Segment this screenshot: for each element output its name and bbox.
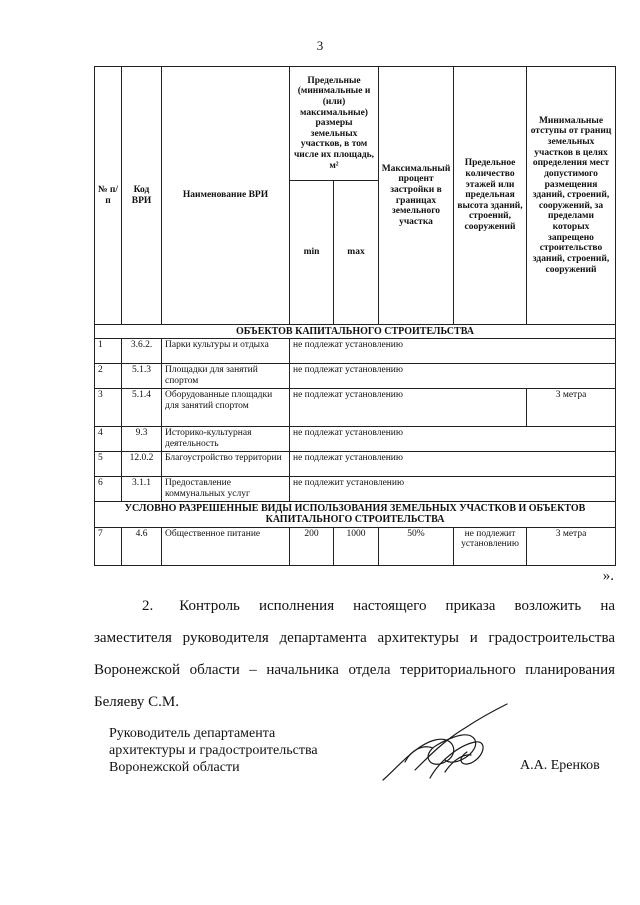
header-name: Наименование ВРИ xyxy=(162,67,290,325)
signatory-position xyxy=(109,725,318,776)
row-floors: не подлежит установлению xyxy=(454,527,527,565)
header-sizes: Предельные (минимальные и (или) максимальные) размеры земельных участков, в том числе их площадь, м² xyxy=(290,67,379,181)
word: настоящего xyxy=(353,598,427,614)
table-row xyxy=(95,339,616,364)
word: исполнения xyxy=(258,598,335,614)
row-num: 4 xyxy=(95,427,122,452)
row-note: не подлежит установлению xyxy=(290,477,616,502)
section-title: ОБЪЕКТОВ КАПИТАЛЬНОГО СТРОИТЕЛЬСТВА xyxy=(95,325,616,339)
header-max: max xyxy=(334,181,379,325)
word: на xyxy=(600,598,616,614)
row-code: 3.6.2. xyxy=(122,339,162,364)
row-code: 12.0.2 xyxy=(122,452,162,477)
row-num: 5 xyxy=(95,452,122,477)
row-num: 3 xyxy=(95,389,122,427)
row-num: 7 xyxy=(95,527,122,565)
row-code: 5.1.4 xyxy=(122,389,162,427)
header-floors: Предельное количество этажей или предельная высота зданий, строений, сооружений xyxy=(454,67,527,325)
row-offset: 3 метра xyxy=(527,389,616,427)
paragraph-2-body: заместителя руководителя департамента архитектуры и градостроительства Воронежской области – начальника отдела территориального планирования Беляеву С.М. xyxy=(94,630,615,710)
row-code: 9.3 xyxy=(122,427,162,452)
table-row xyxy=(95,364,616,389)
row-code: 3.1.1 xyxy=(122,477,162,502)
header-percent: Максимальный процент застройки в границах земельного участка xyxy=(379,67,454,325)
row-name: Общественное питание xyxy=(162,527,290,565)
position-line: Руководитель департамента xyxy=(109,726,276,741)
word: приказа xyxy=(445,598,496,614)
row-max: 1000 xyxy=(334,527,379,565)
row-name: Благоустройство территории xyxy=(162,452,290,477)
row-num: 6 xyxy=(95,477,122,502)
table-row xyxy=(95,527,616,565)
row-note: не подлежат установлению xyxy=(290,452,616,477)
position-line: Воронежской области xyxy=(109,760,240,775)
table-row xyxy=(95,452,616,477)
row-name: Оборудованные площадки для занятий спортом xyxy=(162,389,290,427)
row-name: Парки культуры и отдыха xyxy=(162,339,290,364)
row-name: Историко-культурная деятельность xyxy=(162,427,290,452)
row-code: 4.6 xyxy=(122,527,162,565)
position-line: архитектуры и градостроительства xyxy=(109,743,318,758)
section-title: УСЛОВНО РАЗРЕШЕННЫЕ ВИДЫ ИСПОЛЬЗОВАНИЯ ЗЕМЕЛЬНЫХ УЧАСТКОВ И ОБЪЕКТОВ КАПИТАЛЬНОГО СТРОИТЕЛЬСТВА xyxy=(95,502,616,527)
closing-quote: ». xyxy=(602,568,614,584)
header-min: min xyxy=(290,181,334,325)
paragraph-2-first-line xyxy=(94,590,615,622)
header-num: № п/п xyxy=(95,67,122,325)
paragraph-number: 2. xyxy=(142,598,154,614)
row-note: не подлежат установлению xyxy=(290,339,616,364)
handwritten-signature xyxy=(375,700,515,795)
row-num: 2 xyxy=(95,364,122,389)
signatory-name: А.А. Еренков xyxy=(520,758,600,773)
row-offset: 3 метра xyxy=(527,527,616,565)
row-percent: 50% xyxy=(379,527,454,565)
header-offsets: Минимальные отступы от границ земельных участков в целях определения мест допустимого размещения зданий, строений, сооружений, за пределами которых запрещено строительство зданий, строений, сооружений xyxy=(527,67,616,325)
row-note: не подлежат установлению xyxy=(290,389,527,427)
vri-table xyxy=(94,66,616,566)
table-row xyxy=(95,477,616,502)
header-code: Код ВРИ xyxy=(122,67,162,325)
row-code: 5.1.3 xyxy=(122,364,162,389)
word: возложить xyxy=(514,598,582,614)
row-name: Площадки для занятий спортом xyxy=(162,364,290,389)
table-row xyxy=(95,389,616,427)
row-name: Предоставление коммунальных услуг xyxy=(162,477,290,502)
word: Контроль xyxy=(179,598,240,614)
page-number: 3 xyxy=(316,38,324,53)
table-row xyxy=(95,427,616,452)
row-note: не подлежат установлению xyxy=(290,364,616,389)
row-note: не подлежат установлению xyxy=(290,427,616,452)
row-num: 1 xyxy=(95,339,122,364)
row-min: 200 xyxy=(290,527,334,565)
